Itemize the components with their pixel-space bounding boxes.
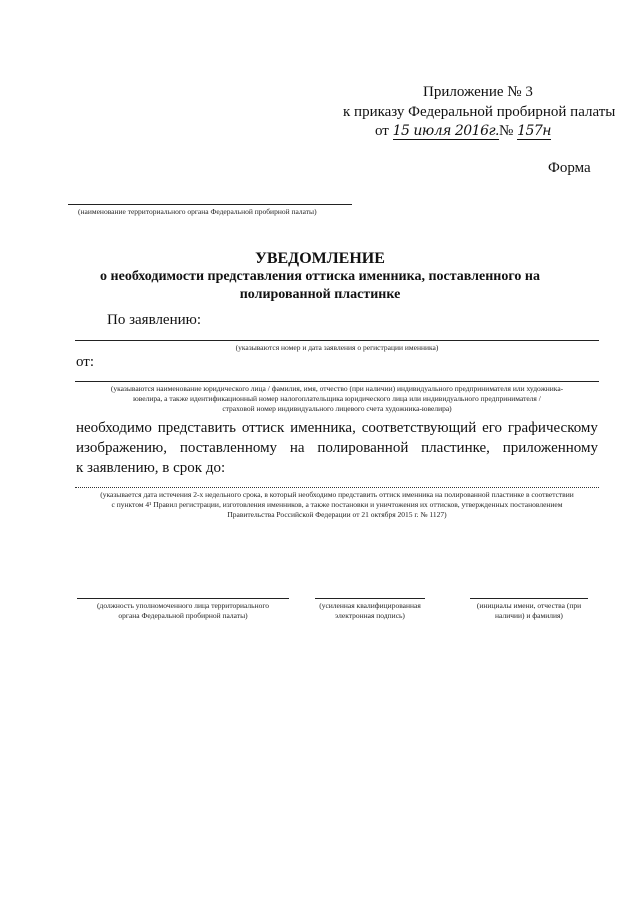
application-caption: (указываются номер и дата заявления о регистрации именника) — [235, 343, 439, 352]
body-word: приложенному — [502, 440, 598, 456]
esign-caption-line2: электронная подпись) — [335, 611, 405, 620]
body-word: соответствующий — [361, 420, 477, 436]
deadline-caption-line3: Правительства Российской Федерации от 21 октября 2015 г. № 1127) — [227, 510, 447, 519]
position-signature-line — [77, 598, 289, 599]
order-date-line — [375, 123, 551, 140]
number-sign: № — [499, 123, 514, 139]
body-word: оттиск — [241, 420, 285, 436]
body-word: его — [482, 420, 503, 436]
handwritten-number: 157н — [517, 123, 552, 139]
body-word: на — [289, 440, 305, 456]
from-caption-line3: страховой номер индивидуального лицевого счета художника-ювелира) — [222, 404, 452, 413]
body-word: полированной — [317, 440, 409, 456]
document-subtitle-line2: полированной пластинке — [239, 287, 401, 302]
document-subtitle-line1: о необходимости представления оттиска именника, поставленного на — [100, 269, 540, 284]
name-signature-line — [470, 598, 588, 599]
name-caption-line2: наличии) и фамилия) — [495, 611, 563, 620]
from-label: от — [375, 123, 389, 139]
deadline-caption-line1: (указывается дата истечения 2-х недельного срока, в который необходимо представить оттиск именника на полированной пластинке в соответствии — [100, 490, 574, 499]
form-label: Форма — [548, 160, 591, 176]
deadline-line — [75, 487, 599, 488]
territorial-organ-caption: (наименование территориального органа Федеральной пробирной палаты) — [78, 207, 317, 216]
esign-caption-line1: (усиленная квалифицированная — [319, 601, 421, 610]
appendix-label: Приложение № 3 — [423, 84, 533, 100]
from-caption-line1: (указываются наименование юридического лица / фамилия, имя, отчество (при наличии) индивидуального предпринимателя или художника- — [110, 384, 564, 393]
body-word: именника, — [290, 420, 356, 436]
handwritten-date: 15 июля 2016г. — [392, 123, 500, 139]
body-line1 — [76, 418, 598, 438]
territorial-organ-line — [68, 204, 352, 205]
application-label: По заявлению: — [107, 312, 202, 328]
body-word: необходимо — [76, 420, 152, 436]
deadline-caption-line2: с пунктом 4¹ Правил регистрации, изготовления именников, а также постановки и уничтожения их оттисков, утвержденных постановлением — [111, 500, 563, 509]
from-caption-line2: ювелира, а также идентификационный номер налогоплательщика юридического лица или индивидуального предпринимателя / — [133, 394, 541, 403]
name-caption-line1: (инициалы имени, отчества (при — [476, 601, 582, 610]
body-line3: к заявлению, в срок до: — [76, 460, 226, 476]
order-reference: к приказу Федеральной пробирной палаты — [343, 104, 616, 120]
application-line — [75, 340, 599, 341]
from-label-field: от: — [76, 354, 95, 370]
esign-signature-line — [315, 598, 425, 599]
body-word: поставленному — [179, 440, 278, 456]
position-caption-line2: органа Федеральной пробирной палаты) — [118, 611, 248, 620]
from-line — [75, 381, 599, 382]
body-word: изображению, — [76, 440, 167, 456]
body-word: графическому — [507, 420, 598, 436]
position-caption-line1: (должность уполномоченного лица территориального — [97, 601, 269, 610]
document-title: УВЕДОМЛЕНИЕ — [255, 250, 385, 267]
body-word: пластинке, — [421, 440, 490, 456]
body-line2 — [76, 438, 598, 458]
body-word: представить — [157, 420, 236, 436]
